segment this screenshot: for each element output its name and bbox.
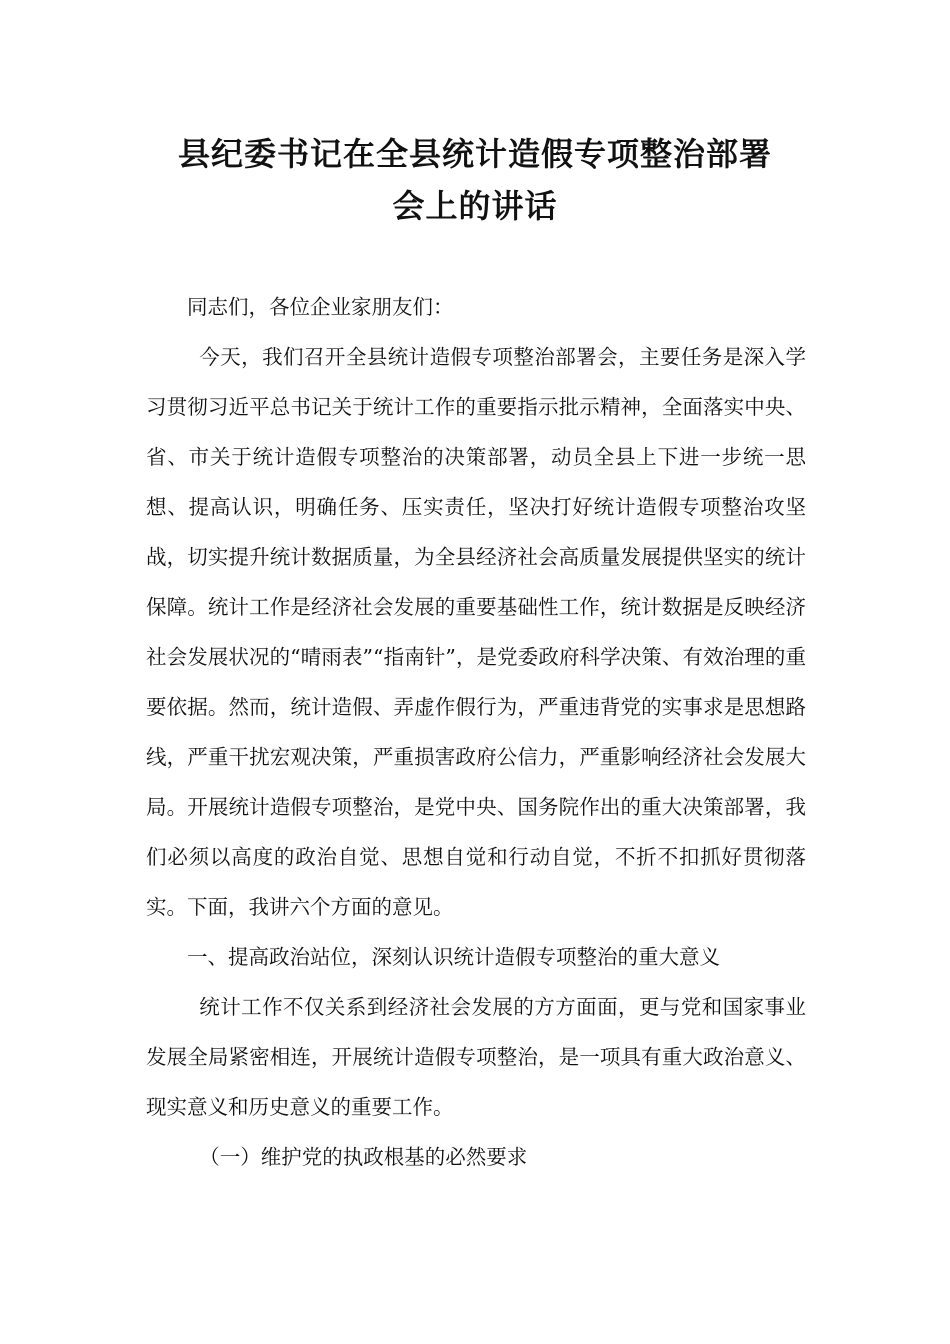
section-1-paragraph: 统计工作不仅关系到经济社会发展的方方面面，更与党和国家事业发展全局紧密相连，开展统计造假专项整治，是一项具有重大政治意义、现实意义和历史意义的重要工作。 xyxy=(146,995,806,1119)
title-line-1: 县纪委书记在全县统计造假专项整治部署 xyxy=(177,135,772,173)
opening-paragraph: 今天，我们召开全县统计造假专项整治部署会，主要任务是深入学习贯彻习近平总书记关于统计工作的重要指示批示精神，全面落实中央、省、市关于统计造假专项整治的决策部署，动员全县上下进一步统一思想、提高认识，明确任务、压实责任，坚决打好统计造假专项整治攻坚战，切实提升统计数据质量，为全县经济社会高质量发展提供坚实的统计保障。统计工作是经济社会发展的重要基础性工作，统计数据是反映经济社会发展状况的“晴雨表”“指南针”，是党委政府科学决策、有效治理的重要依据。然而，统计造假、弄虚作假行为，严重违背党的实事求是思想路线，严重干扰宏观决策，严重损害政府公信力，严重影响经济社会发展大局。开展统计造假专项整治，是党中央、国务院作出的重大决策部署，我们必须以高度的政治自觉、思想自觉和行动自觉，不折不扣抓好贯彻落实。下面，我讲六个方面的意见。 xyxy=(146,345,806,919)
section-heading-1: 一、提高政治站位，深刻认识统计造假专项整治的重大意义 xyxy=(187,945,720,969)
document-body xyxy=(146,282,806,1182)
salutation: 同志们，各位企业家朋友们： xyxy=(187,295,454,319)
subsection-heading-1: （一）维护党的执政根基的必然要求 xyxy=(199,1145,528,1169)
title-line-2: 会上的讲话 xyxy=(392,187,558,225)
document-title xyxy=(130,128,820,232)
